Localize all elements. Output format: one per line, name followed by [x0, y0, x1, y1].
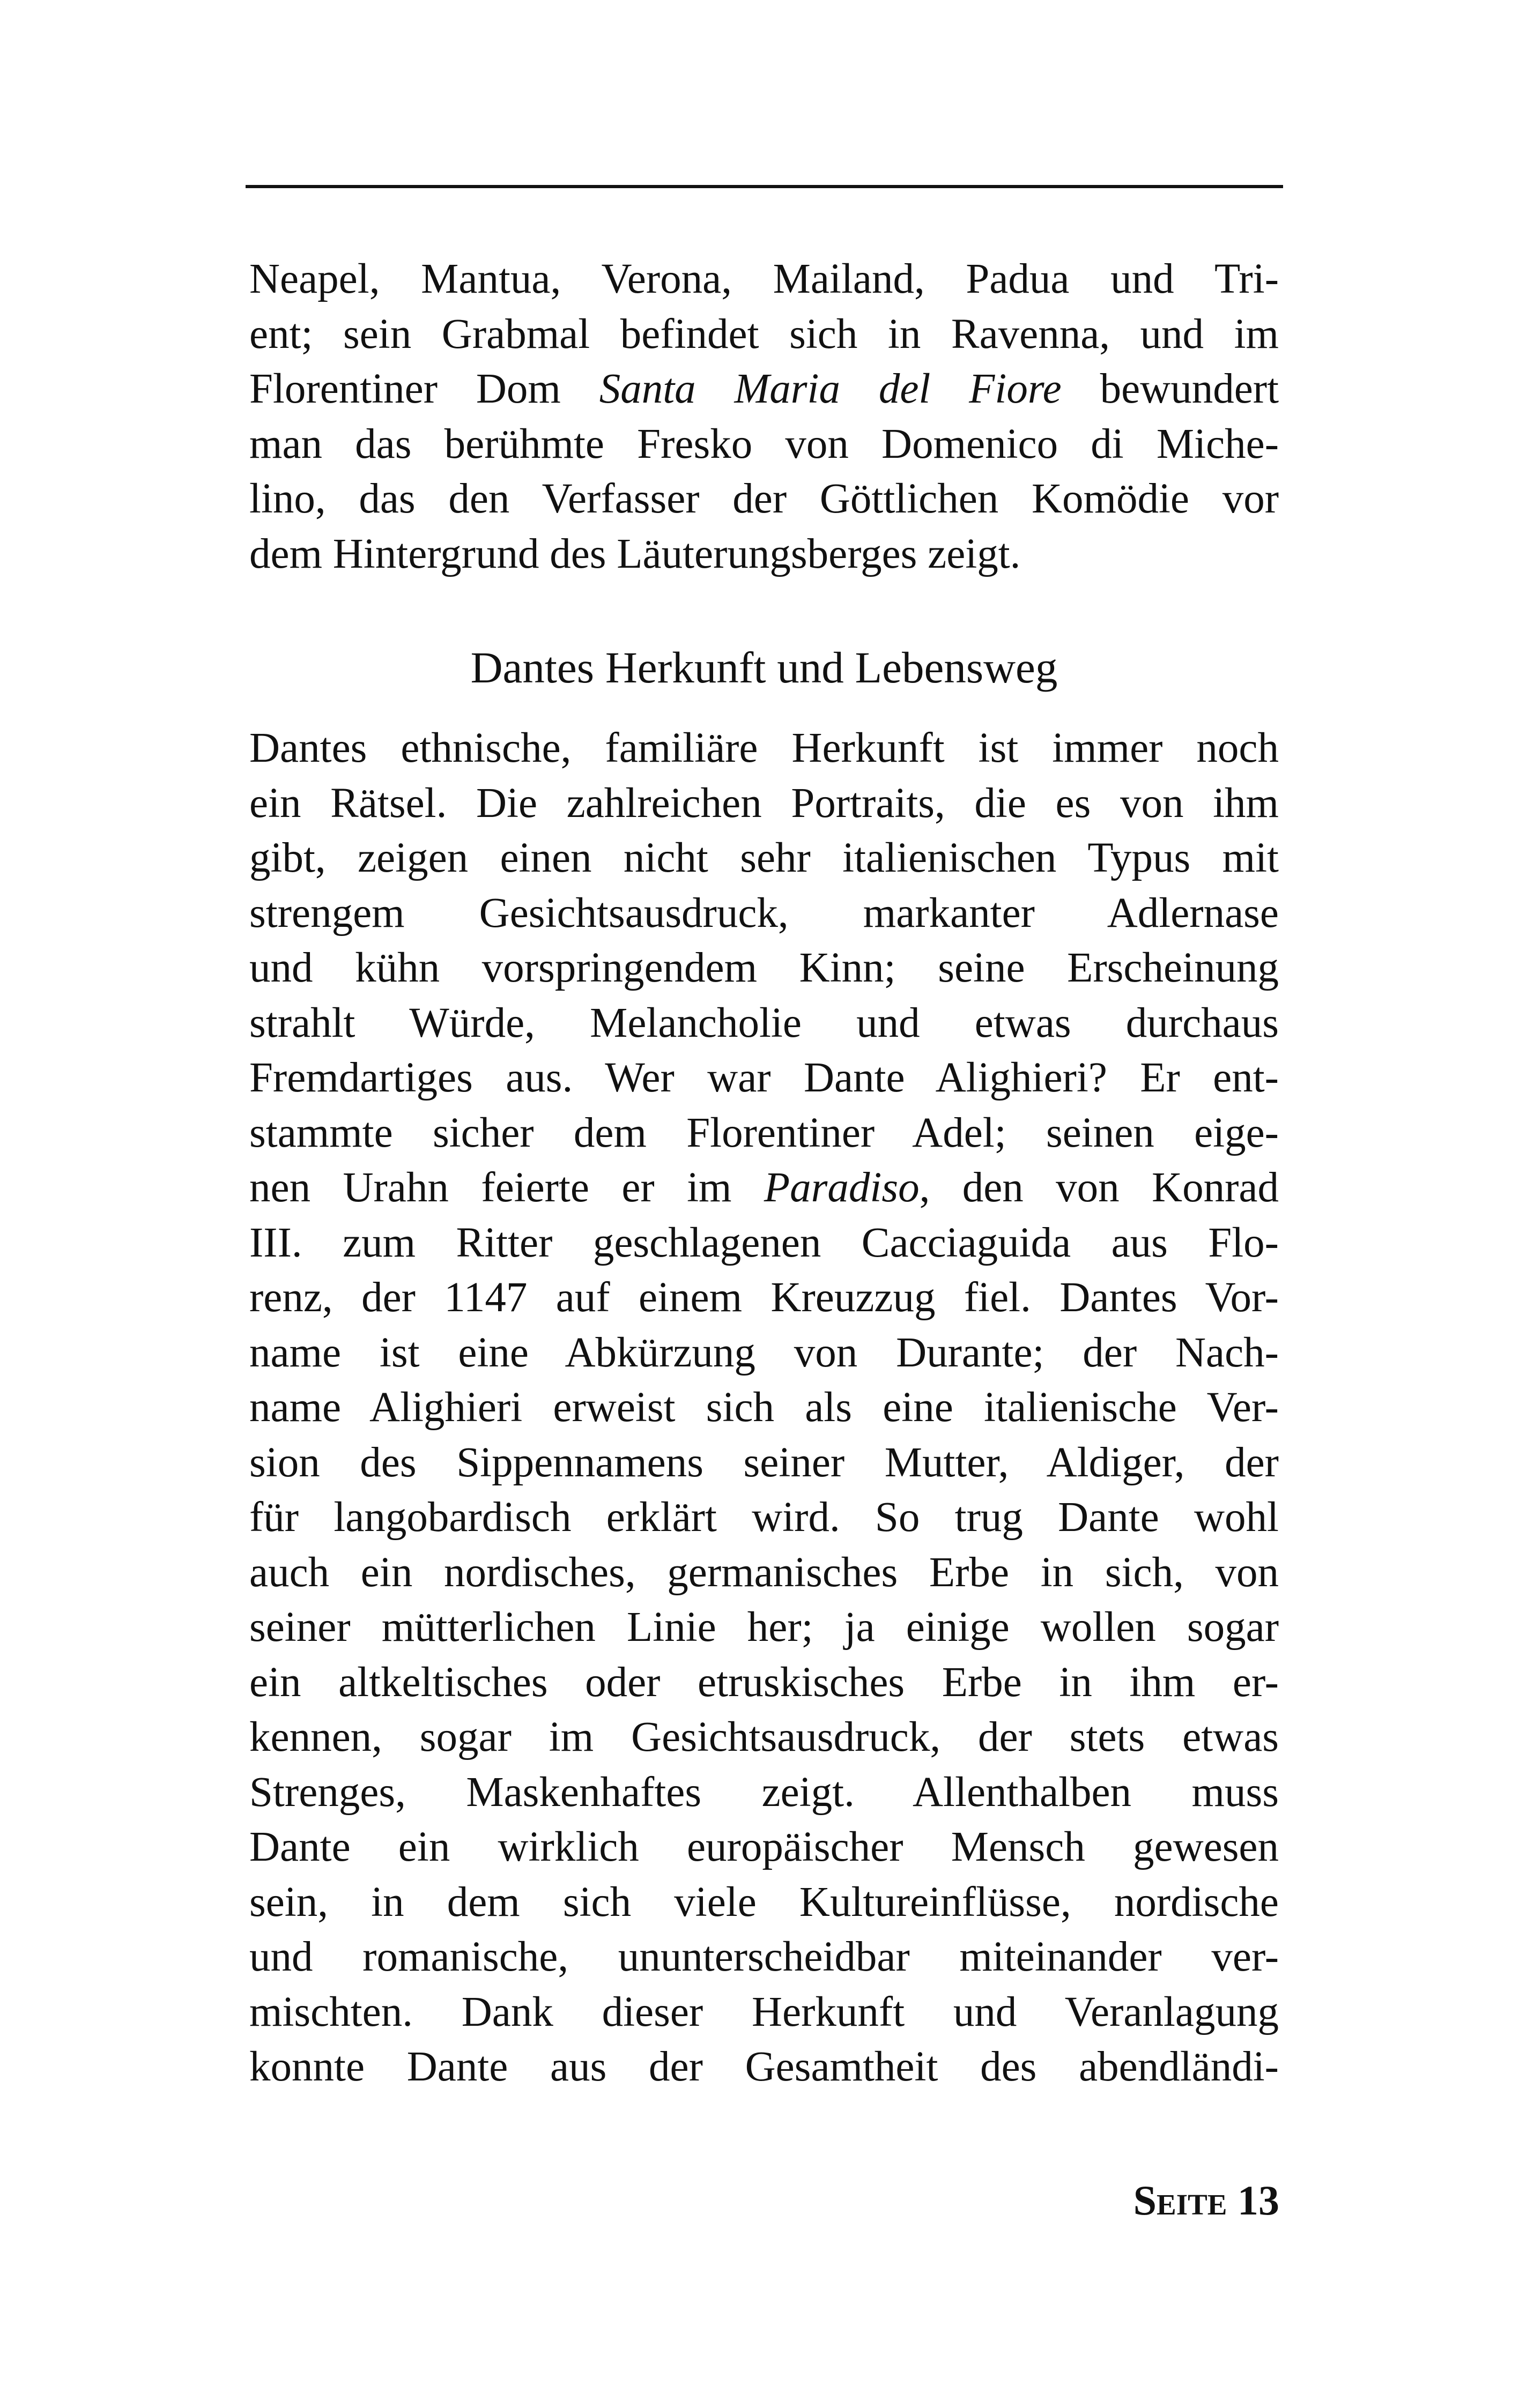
- text-line: sion des Sippennamens seiner Mutter, Aldiger, der: [249, 1439, 1279, 1486]
- text-line: lino, das den Verfasser der Göttlichen Komödie vor: [249, 475, 1279, 522]
- text-line: [249, 1161, 1279, 1216]
- section-heading: Dantes Herkunft und Lebensweg: [470, 643, 1058, 692]
- text-line: Fremdartiges aus. Wer war Dante Alighieri? Er ent-: [249, 1054, 1279, 1101]
- header-rule: [246, 185, 1283, 188]
- text-line: mischten. Dank dieser Herkunft und Veranlagung: [249, 1988, 1279, 2035]
- text-line: kennen, sogar im Gesichtsausdruck, der stets etwas: [249, 1714, 1279, 1760]
- text-line: strengem Gesichtsausdruck, markanter Adlernase: [249, 889, 1279, 937]
- text-line: ent; sein Grabmal befindet sich in Ravenna, und im: [249, 310, 1279, 358]
- text-line: dem Hintergrund des Läuterungsberges zeigt.: [249, 530, 1021, 577]
- text-line: Dante ein wirklich europäischer Mensch gewesen: [249, 1824, 1279, 1870]
- text-segment: , den von Konrad: [919, 1164, 1279, 1211]
- paragraph-2: [249, 721, 1279, 2095]
- text-line: seiner mütterlichen Linie her; ja einige wollen sogar: [249, 1604, 1279, 1651]
- text-segment: bewundert: [1100, 366, 1279, 412]
- page-number: [1133, 2171, 1279, 2230]
- paragraph-1: [249, 252, 1279, 582]
- text-line: stammte sicher dem Florentiner Adel; seinen eige-: [249, 1109, 1279, 1156]
- text-line: ein altkeltisches oder etruskisches Erbe in ihm er-: [249, 1659, 1279, 1706]
- text-line: strahlt Würde, Melancholie und etwas durchaus: [249, 999, 1279, 1046]
- text-line: man das berühmte Fresko von Domenico di Miche-: [249, 420, 1279, 467]
- text-line: Neapel, Mantua, Verona, Mailand, Padua und Tri-: [249, 256, 1279, 302]
- text-line: konnte Dante aus der Gesamtheit des abendländi-: [249, 2043, 1279, 2090]
- page-label: Seite: [1133, 2177, 1227, 2224]
- text-line: III. zum Ritter geschlagenen Cacciaguida aus Flo-: [249, 1219, 1279, 1266]
- text-line: Dantes ethnische, familiäre Herkunft ist immer noch: [249, 725, 1279, 771]
- text-line: und romanische, ununterscheidbar miteinander ver-: [249, 1934, 1279, 1980]
- page-number-value: 13: [1238, 2177, 1279, 2224]
- italic-title: Paradiso: [764, 1164, 920, 1211]
- text-line: Strenges, Maskenhaftes zeigt. Allenthalben muss: [249, 1768, 1279, 1816]
- text-line: name Alighieri erweist sich als eine italienische Ver-: [249, 1384, 1279, 1431]
- text-line: auch ein nordisches, germanisches Erbe in sich, von: [249, 1549, 1279, 1596]
- text-line: für langobardisch erklärt wird. So trug Dante wohl: [249, 1494, 1279, 1541]
- text-line: name ist eine Abkürzung von Durante; der Nach-: [249, 1329, 1279, 1376]
- text-line: [249, 362, 1279, 417]
- text-segment: nen Urahn feierte er im: [249, 1164, 732, 1211]
- text-line: gibt, zeigen einen nicht sehr italienischen Typus mit: [249, 835, 1279, 881]
- text-line: und kühn vorspringendem Kinn; seine Erscheinung: [249, 945, 1279, 991]
- text-line: renz, der 1147 auf einem Kreuzzug fiel. Dantes Vor-: [249, 1274, 1279, 1321]
- italic-title: Santa Maria del Fiore: [599, 366, 1062, 412]
- text-line: sein, in dem sich viele Kultureinflüsse, nordische: [249, 1878, 1279, 1926]
- text-segment: Florentiner Dom: [249, 366, 561, 412]
- text-line: ein Rätsel. Die zahlreichen Portraits, die es von ihm: [249, 779, 1279, 827]
